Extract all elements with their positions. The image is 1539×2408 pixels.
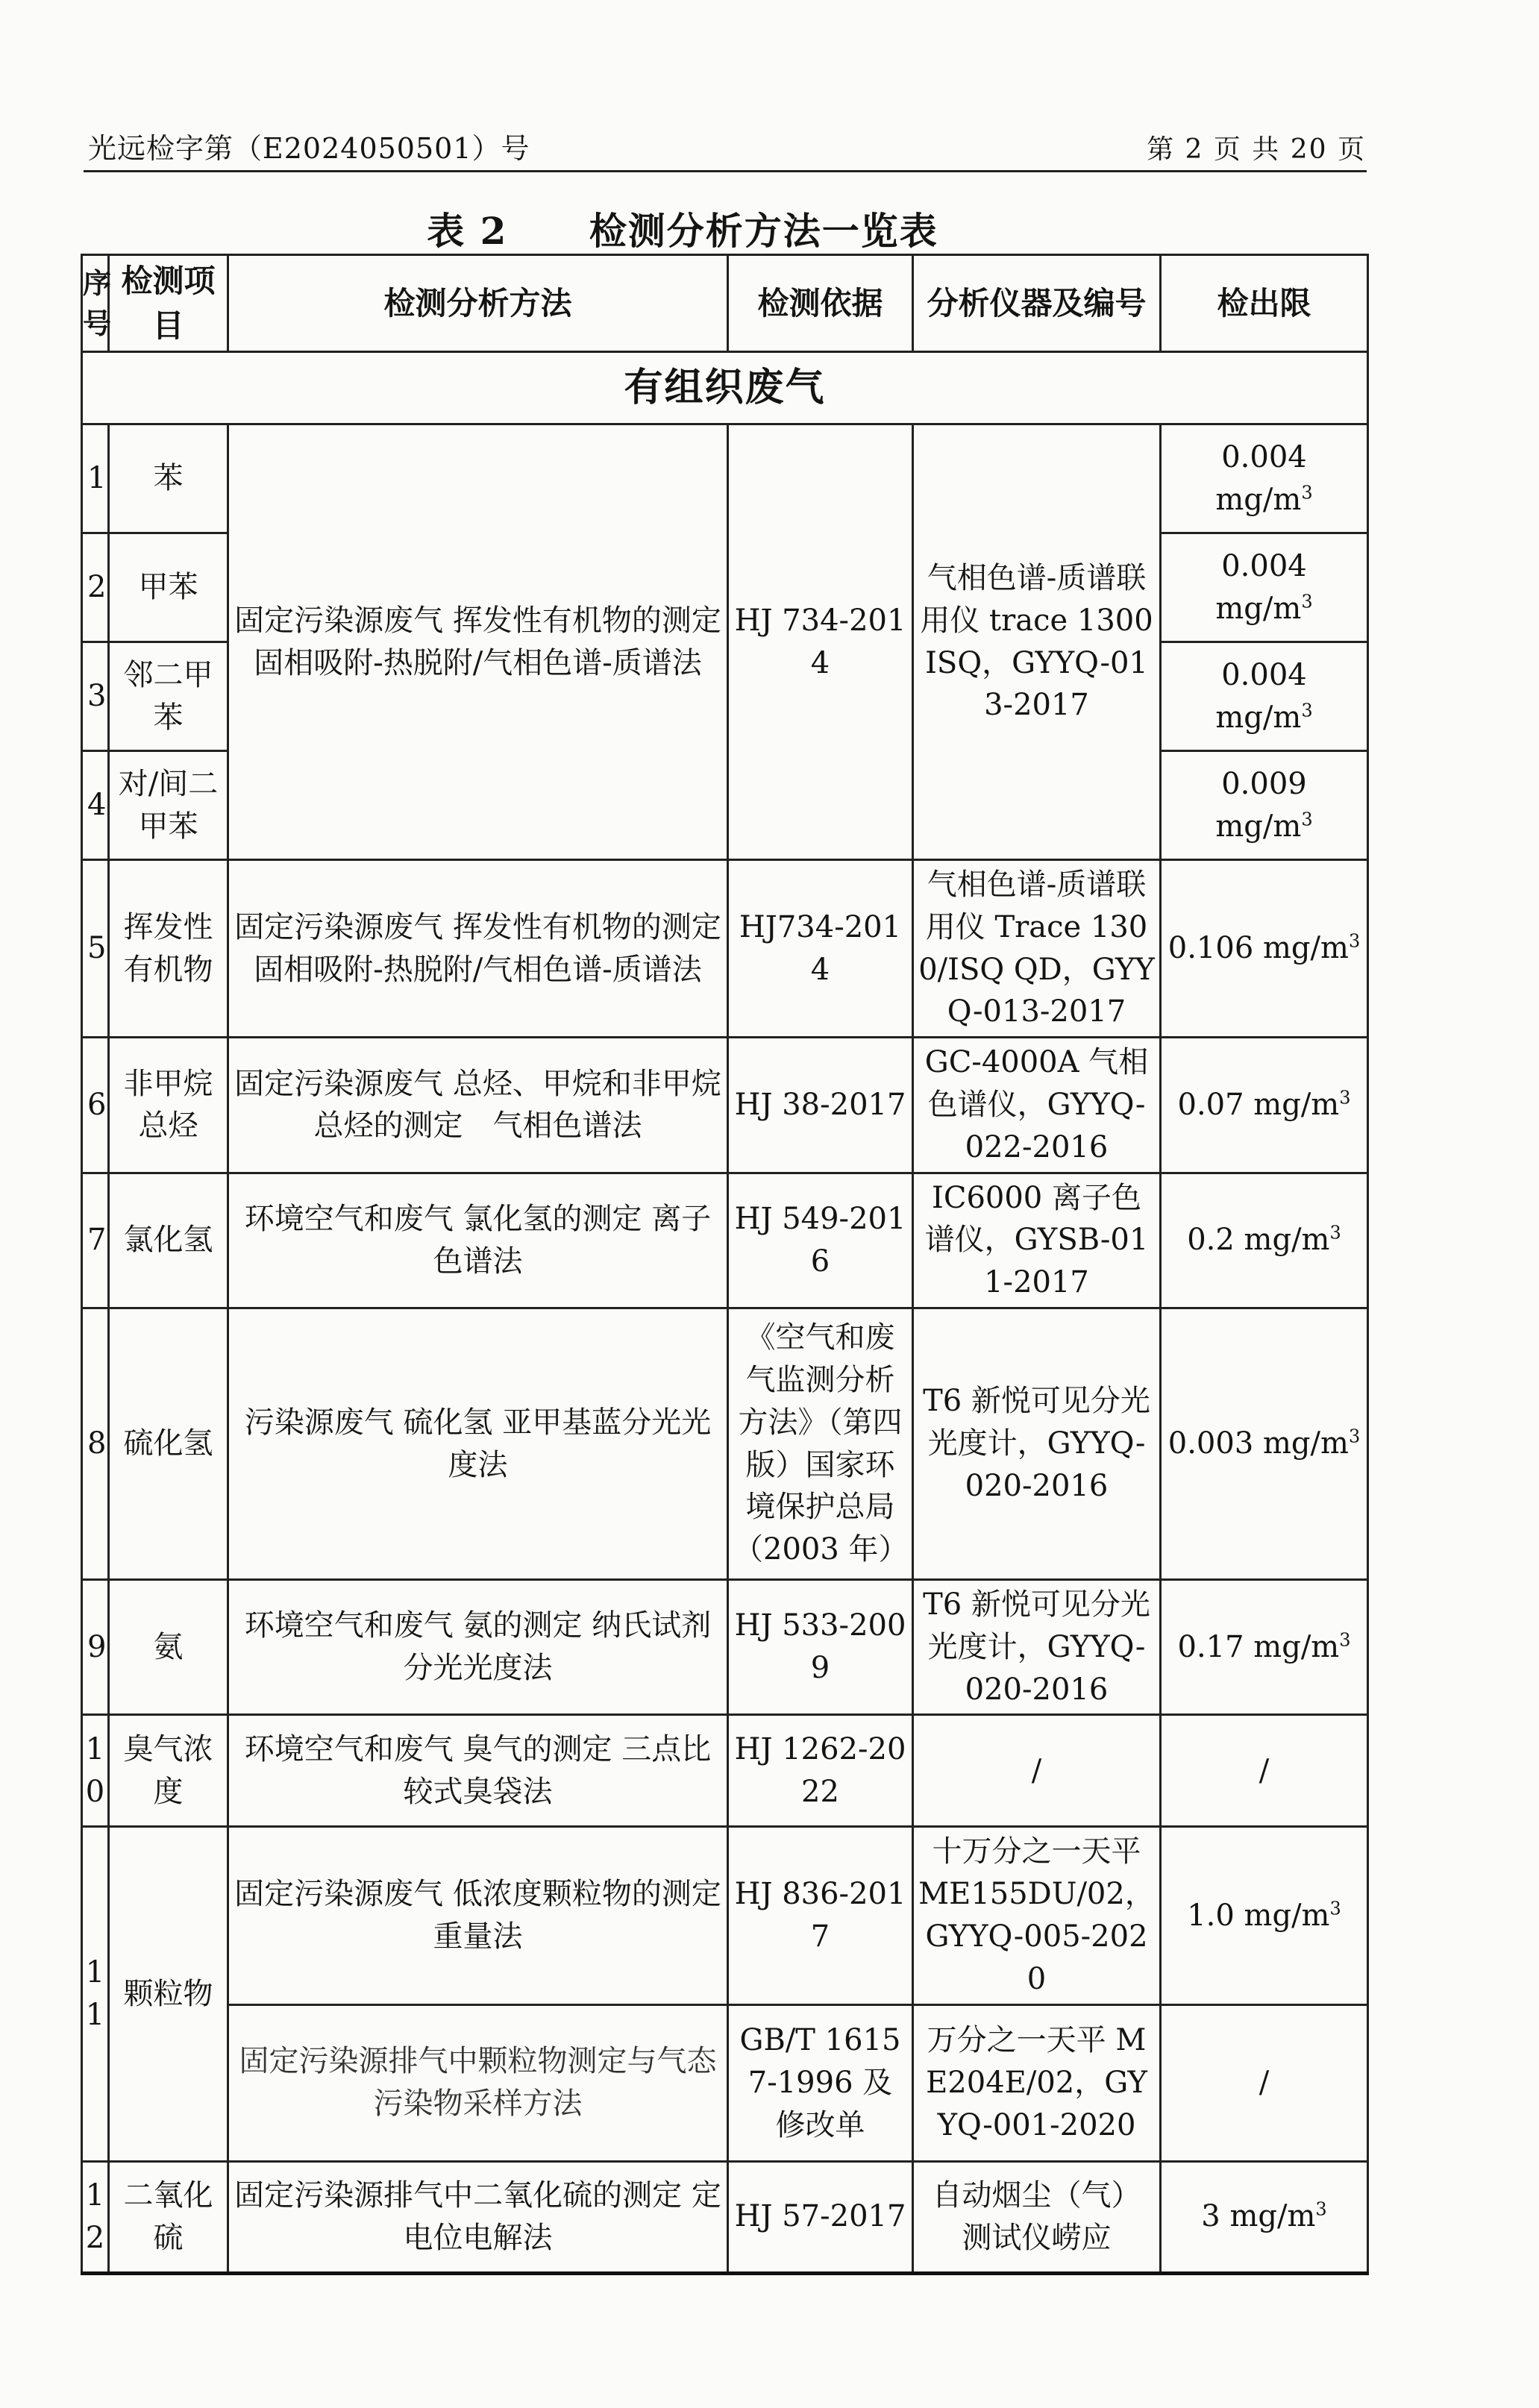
row-instrument: IC6000 离子色谱仪，GYSB-011-2017 xyxy=(913,1173,1161,1308)
limit-exponent: 3 xyxy=(1301,482,1313,504)
page-info: 第 2 页 共 20 页 xyxy=(1147,134,1366,165)
row-instrument: GC-4000A 气相色谱仪，GYYQ-022-2016 xyxy=(913,1038,1161,1173)
table-row xyxy=(82,1173,1368,1308)
limit-exponent: 3 xyxy=(1348,1426,1361,1447)
row-item: 氨 xyxy=(109,1580,228,1715)
row-limit xyxy=(1161,1038,1368,1173)
row-limit xyxy=(1161,1308,1368,1580)
row-limit: / xyxy=(1161,1715,1368,1827)
row-item: 挥发性有机物 xyxy=(109,860,228,1038)
table-row xyxy=(82,860,1368,1038)
limit-value: 0.07 mg/m xyxy=(1177,1088,1340,1123)
row-method: 环境空气和废气 氯化氢的测定 离子色谱法 xyxy=(228,1173,728,1308)
limit-value: 0.003 mg/m xyxy=(1167,1426,1349,1461)
col-header-method: 检测分析方法 xyxy=(228,255,728,352)
row-limit xyxy=(1161,642,1368,751)
row-limit xyxy=(1161,1580,1368,1715)
table-row xyxy=(82,1308,1368,1580)
limit-unit: mg/m xyxy=(1215,482,1302,517)
header-divider xyxy=(84,170,1367,172)
row-method: 固定污染源排气中二氧化硫的测定 定电位电解法 xyxy=(228,2161,728,2273)
row-item: 二氧化硫 xyxy=(109,2161,228,2273)
row-instrument: 气相色谱-质谱联用仪 trace 1300 ISQ，GYYQ-013-2017 xyxy=(913,424,1161,860)
row-basis: GB/T 16157-1996 及修改单 xyxy=(728,2004,913,2161)
row-seq: 5 xyxy=(82,860,109,1038)
limit-value: 0.004 xyxy=(1221,657,1307,692)
row-basis: 《空气和废气监测分析方法》（第四版）国家环境保护总局（2003 年） xyxy=(728,1308,913,1580)
table-row xyxy=(82,1715,1368,1827)
row-instrument: 自动烟尘（气）测试仪崂应 xyxy=(913,2161,1161,2273)
row-limit xyxy=(1161,860,1368,1038)
row-instrument: 万分之一天平 ME204E/02，GYYQ-001-2020 xyxy=(913,2004,1161,2161)
report-number: 光远检字第（E2024050501）号 xyxy=(88,132,530,165)
row-item: 颗粒物 xyxy=(109,1827,228,2161)
row-method: 污染源废气 硫化氢 亚甲基蓝分光光度法 xyxy=(228,1308,728,1580)
limit-value: 0.2 mg/m xyxy=(1187,1223,1330,1258)
row-method: 环境空气和废气 臭气的测定 三点比较式臭袋法 xyxy=(228,1715,728,1827)
row-seq: 6 xyxy=(82,1038,109,1173)
row-item: 邻二甲苯 xyxy=(109,642,228,751)
limit-value: 3 mg/m xyxy=(1201,2199,1316,2234)
row-item: 氯化氢 xyxy=(109,1173,228,1308)
row-limit xyxy=(1161,751,1368,860)
row-seq: 8 xyxy=(82,1308,109,1580)
row-seq: 11 xyxy=(82,1827,109,2161)
row-item: 对/间二甲苯 xyxy=(109,751,228,860)
row-method: 固定污染源废气 挥发性有机物的测定 固相吸附-热脱附/气相色谱-质谱法 xyxy=(228,424,728,860)
limit-value: 0.004 xyxy=(1221,548,1307,583)
limit-value: 0.106 mg/m xyxy=(1167,931,1349,966)
limit-unit: mg/m xyxy=(1215,700,1302,735)
limit-unit: mg/m xyxy=(1215,809,1302,844)
limit-value: 0.17 mg/m xyxy=(1177,1629,1340,1664)
row-method: 固定污染源废气 低浓度颗粒物的测定 重量法 xyxy=(228,1827,728,2004)
row-method: 固定污染源废气 总烃、甲烷和非甲烷总烃的测定 气相色谱法 xyxy=(228,1038,728,1173)
table-row xyxy=(82,1827,1368,2004)
row-item: 甲苯 xyxy=(109,533,228,642)
table-row xyxy=(82,424,1368,533)
row-instrument: / xyxy=(913,1715,1161,1827)
row-basis: HJ 533-2009 xyxy=(728,1580,913,1715)
table-row xyxy=(82,2004,1368,2161)
header-row xyxy=(82,255,1368,352)
row-method: 环境空气和废气 氨的测定 纳氏试剂分光光度法 xyxy=(228,1580,728,1715)
row-seq: 3 xyxy=(82,642,109,751)
row-basis: HJ 836-2017 xyxy=(728,1827,913,2004)
row-seq: 1 xyxy=(82,424,109,533)
col-header-basis: 检测依据 xyxy=(728,255,913,352)
row-method: 固定污染源排气中颗粒物测定与气态污染物采样方法 xyxy=(228,2004,728,2161)
row-limit xyxy=(1161,2161,1368,2273)
table-row xyxy=(82,1580,1368,1715)
col-header-limit: 检出限 xyxy=(1161,255,1368,352)
row-limit xyxy=(1161,1827,1368,2004)
row-item: 非甲烷总烃 xyxy=(109,1038,228,1173)
row-instrument: T6 新悦可见分光光度计，GYYQ-020-2016 xyxy=(913,1308,1161,1580)
row-limit: / xyxy=(1161,2004,1368,2161)
limit-value: 1.0 mg/m xyxy=(1187,1898,1330,1933)
row-limit xyxy=(1161,1173,1368,1308)
limit-exponent: 3 xyxy=(1315,2198,1327,2220)
limit-exponent: 3 xyxy=(1301,591,1313,612)
row-method: 固定污染源废气 挥发性有机物的测定 固相吸附-热脱附/气相色谱-质谱法 xyxy=(228,860,728,1038)
row-instrument: T6 新悦可见分光光度计，GYYQ-020-2016 xyxy=(913,1580,1161,1715)
limit-exponent: 3 xyxy=(1348,930,1361,952)
row-basis: HJ 1262-2022 xyxy=(728,1715,913,1827)
row-seq: 12 xyxy=(82,2161,109,2273)
limit-unit: mg/m xyxy=(1215,591,1302,626)
methods-table xyxy=(81,254,1369,2275)
limit-exponent: 3 xyxy=(1301,809,1313,830)
col-header-instrument: 分析仪器及编号 xyxy=(913,255,1161,352)
row-item: 苯 xyxy=(109,424,228,533)
row-basis: HJ 549-2016 xyxy=(728,1173,913,1308)
table-name: 检测分析方法一览表 xyxy=(589,209,938,253)
section-title: 有组织废气 xyxy=(82,352,1368,424)
table-title xyxy=(0,201,1365,255)
table-row xyxy=(82,1038,1368,1173)
limit-exponent: 3 xyxy=(1339,1087,1351,1109)
row-seq: 10 xyxy=(82,1715,109,1827)
row-basis: HJ 57-2017 xyxy=(728,2161,913,2273)
row-item: 硫化氢 xyxy=(109,1308,228,1580)
limit-value: 0.009 xyxy=(1221,766,1307,801)
limit-exponent: 3 xyxy=(1339,1629,1351,1651)
limit-value: 0.004 xyxy=(1221,439,1307,474)
row-item: 臭气浓度 xyxy=(109,1715,228,1827)
section-row xyxy=(82,352,1368,424)
row-seq: 2 xyxy=(82,533,109,642)
table-number: 表 2 xyxy=(427,209,508,253)
table-row xyxy=(82,2161,1368,2273)
row-instrument: 十万分之一天平 ME155DU/02，GYYQ-005-2020 xyxy=(913,1827,1161,2004)
limit-exponent: 3 xyxy=(1329,1898,1341,1919)
row-basis: HJ 734-2014 xyxy=(728,424,913,860)
row-basis: HJ734-2014 xyxy=(728,860,913,1038)
row-seq: 7 xyxy=(82,1173,109,1308)
limit-exponent: 3 xyxy=(1329,1223,1341,1244)
limit-exponent: 3 xyxy=(1301,700,1313,721)
row-seq: 9 xyxy=(82,1580,109,1715)
col-header-item: 检测项目 xyxy=(109,255,228,352)
col-header-seq: 序号 xyxy=(82,255,109,352)
row-limit xyxy=(1161,424,1368,533)
row-limit xyxy=(1161,533,1368,642)
row-seq: 4 xyxy=(82,751,109,860)
row-basis: HJ 38-2017 xyxy=(728,1038,913,1173)
row-instrument: 气相色谱-质谱联用仪 Trace 1300/ISQ QD，GYYQ-013-2017 xyxy=(913,860,1161,1038)
